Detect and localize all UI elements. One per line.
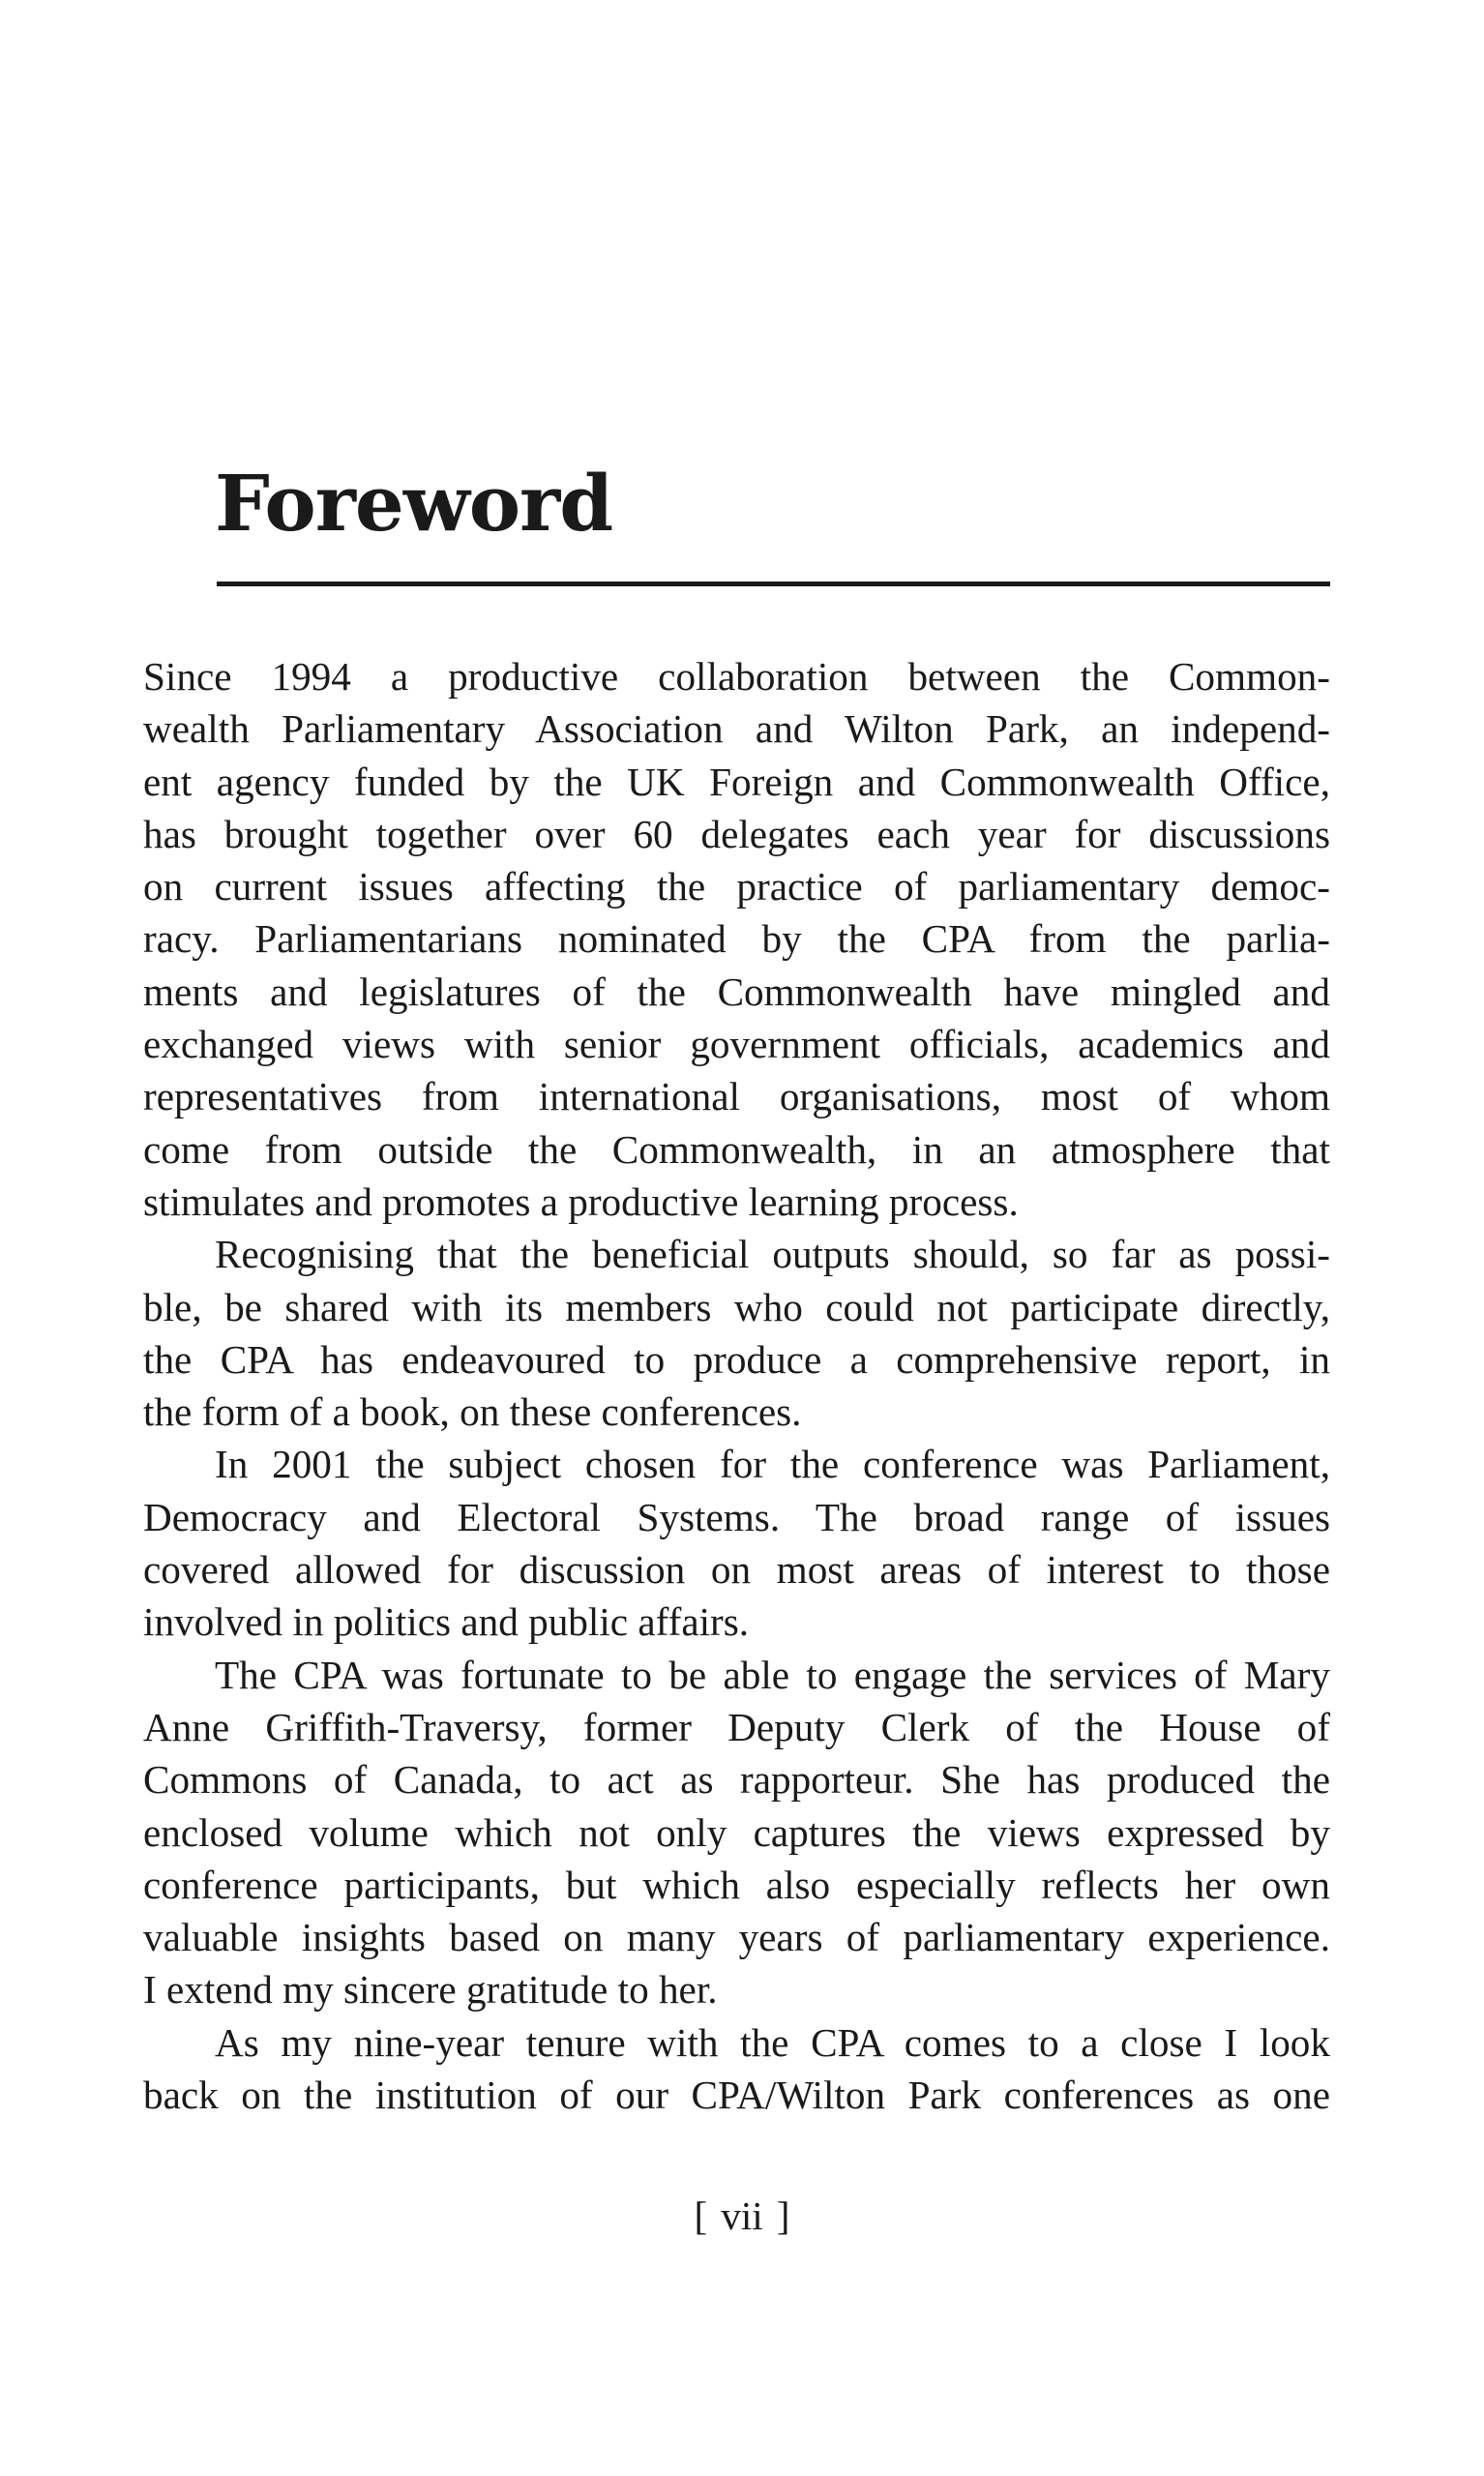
- text-line: the CPA has endeavoured to produce a comprehensive report, in: [143, 1336, 1330, 1382]
- text-line: ments and legislatures of the Commonwealth have mingled and: [143, 969, 1330, 1014]
- text-line: Democracy and Electoral Systems. The broad range of issues: [143, 1494, 1330, 1539]
- text-line: Commons of Canada, to act as rapporteur. She has produced the: [143, 1757, 1330, 1803]
- text-line: exchanged views with senior government officials, academics and: [143, 1022, 1330, 1067]
- text-line: ent agency funded by the UK Foreign and Commonwealth Office,: [143, 759, 1330, 804]
- text-line: In 2001 the subject chosen for the conference was Parliament,: [215, 1442, 1330, 1487]
- text-line: Recognising that the beneficial outputs should, so far as possi-: [215, 1232, 1330, 1277]
- paragraph-2: [143, 1228, 1330, 1438]
- text-line: back on the institution of our CPA/Wilton Park conferences as one: [143, 2073, 1330, 2118]
- text-line: I extend my sincere gratitude to her.: [143, 1967, 718, 2013]
- text-line: covered allowed for discussion on most areas of interest to those: [143, 1547, 1330, 1593]
- text-line: ble, be shared with its members who could not participate directly,: [143, 1284, 1330, 1329]
- paragraph-3: [143, 1438, 1330, 1648]
- folio-close-bracket: ]: [776, 2193, 790, 2238]
- page-title: Foreword: [215, 458, 613, 549]
- text-line: has brought together over 60 delegates each year for discussions: [143, 811, 1330, 856]
- paragraph-1: [143, 650, 1330, 1228]
- text-line: the form of a book, on these conferences.: [143, 1389, 802, 1435]
- paragraph-5: [143, 2016, 1330, 2122]
- text-line: involved in politics and public affairs.: [143, 1599, 750, 1645]
- text-line: conference participants, but which also especially reflects her own: [143, 1862, 1330, 1907]
- title-rule: [217, 582, 1330, 586]
- text-line: racy. Parliamentarians nominated by the CPA from the parlia-: [143, 916, 1330, 962]
- foreword-body: [143, 650, 1330, 2121]
- paragraph-4: [143, 1649, 1330, 2016]
- text-line: wealth Parliamentary Association and Wilton Park, an independ-: [143, 706, 1330, 752]
- text-line: Anne Griffith-Traversy, former Deputy Clerk of the House of: [143, 1704, 1330, 1749]
- text-line: on current issues affecting the practice of parliamentary democ-: [143, 864, 1330, 910]
- folio-open-bracket: [: [694, 2193, 708, 2238]
- text-line: As my nine-year tenure with the CPA comes to a close I look: [215, 2019, 1330, 2065]
- text-line: come from outside the Commonwealth, in an atmosphere that: [143, 1126, 1330, 1172]
- folio-number: vii: [721, 2193, 763, 2238]
- text-line: The CPA was fortunate to be able to engage the services of Mary: [215, 1652, 1330, 1697]
- text-line: representatives from international organisations, most of whom: [143, 1074, 1330, 1119]
- text-line: Since 1994 a productive collaboration between the Common-: [143, 654, 1330, 699]
- text-line: stimulates and promotes a productive learning process.: [143, 1178, 1019, 1224]
- text-line: valuable insights based on many years of parliamentary experience.: [143, 1915, 1330, 1960]
- text-line: enclosed volume which not only captures the views expressed by: [143, 1809, 1330, 1855]
- page-number: [0, 2192, 1484, 2240]
